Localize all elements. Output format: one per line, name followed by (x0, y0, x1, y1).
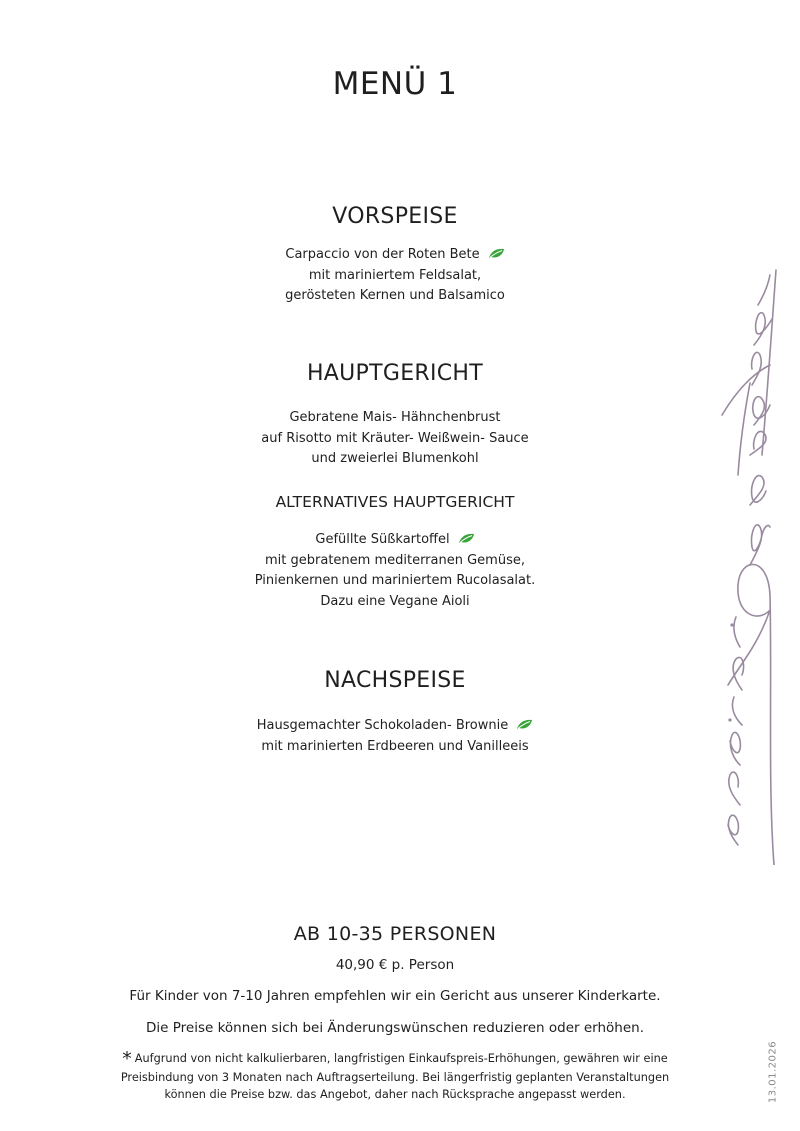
alternative-line-4: Dazu eine Vegane Aioli (320, 593, 470, 609)
kulinarie-restaurant-signature (710, 265, 795, 865)
kids-note: Für Kinder von 7-10 Jahren empfehlen wir ein Gericht aus unserer Kinderkarte. (129, 988, 661, 1004)
leaf-icon (516, 719, 533, 730)
alternative-heading: ALTERNATIVES HAUPTGERICHT (275, 493, 515, 511)
price-per-person: 40,90 € p. Person (335, 957, 455, 973)
alternative-line-3: Pinienkernen und mariniertem Rucolasalat. (254, 573, 536, 588)
page-title: MENÜ 1 (332, 66, 458, 102)
dessert-line-2: mit marinierten Erdbeeren und Vanilleeis (261, 738, 529, 754)
alternative-line-1 (0, 530, 790, 551)
dessert-description (0, 716, 790, 757)
price-disclaimer (115, 1050, 675, 1104)
alternative-description (0, 530, 790, 612)
starter-line-3: gerösteten Kernen und Balsamico (285, 288, 505, 303)
dessert-heading: NACHSPEISE (324, 668, 466, 693)
starter-heading: VORSPEISE (332, 204, 458, 229)
disclaimer-line-1-text: Aufgrund von nicht kalkulierbaren, langfristigen Einkaufspreis-Erhöhungen, gewähren wir eine (134, 1052, 668, 1065)
main-line-2: auf Risotto mit Kräuter- Weißwein- Sauce (261, 430, 529, 446)
starter-line-1 (0, 245, 790, 266)
dessert-line-1-text: Hausgemachter Schokoladen- Brownie (256, 718, 509, 733)
starter-line-2: mit mariniertem Feldsalat, (308, 267, 482, 283)
leaf-icon (488, 248, 505, 259)
asterisk: * (122, 1048, 132, 1070)
pricing-heading: AB 10-35 PERSONEN (293, 923, 497, 945)
price-change-note: Die Preise können sich bei Änderungswünschen reduzieren oder erhöhen. (145, 1020, 645, 1036)
main-heading: HAUPTGERICHT (306, 361, 484, 386)
alternative-line-2: mit gebratenem mediterranen Gemüse, (265, 552, 525, 568)
disclaimer-line-2: Preisbindung von 3 Monaten nach Auftragserteilung. Bei längerfristig geplanten Veranstaltungen (120, 1070, 670, 1084)
leaf-icon (458, 533, 475, 544)
starter-line-1-text: Carpaccio von der Roten Bete (285, 247, 480, 262)
disclaimer-line-1 (115, 1050, 675, 1069)
starter-description (0, 245, 790, 307)
main-line-1: Gebratene Mais- Hähnchenbrust (289, 410, 501, 425)
dessert-line-1 (0, 716, 790, 737)
main-description (0, 408, 790, 470)
alternative-line-1-text: Gefüllte Süßkartoffel (315, 532, 450, 547)
main-line-3: und zweierlei Blumenkohl (311, 451, 479, 466)
document-date: 13.01.2026 (767, 1040, 779, 1104)
disclaimer-line-3: können die Preise bzw. das Angebot, daher nach Rücksprache angepasst werden. (164, 1088, 626, 1101)
